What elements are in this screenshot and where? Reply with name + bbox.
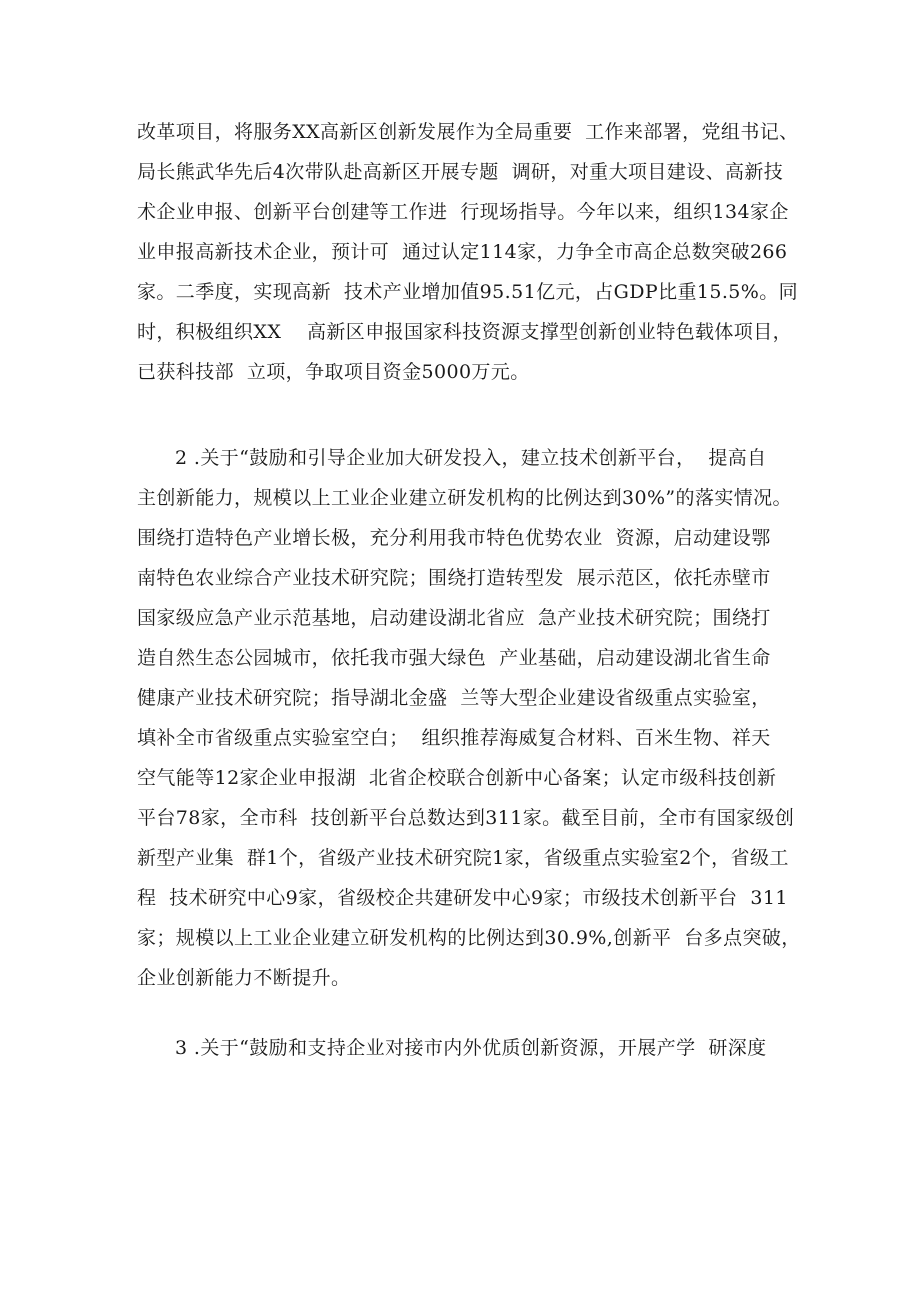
text-line: 局长熊武华先后4次带队赴高新区开展专题 调研，对重大项目建设、高新技 (137, 161, 784, 183)
text-line: 家。二季度，实现高新 技术产业增加值95.51亿元，占GDP比重15.5%。同 (137, 281, 799, 303)
text-line: 2 .关于“鼓励和引导企业加大研发投入，建立技术创新平台， 提高自 (175, 447, 767, 469)
text-line: 业申报高新技术企业，预计可 通过认定114家，力争全市高企总数突破266 (137, 241, 788, 263)
text-line: 围绕打造特色产业增长极，充分利用我市特色优势农业 资源，启动建设鄂 (137, 527, 771, 549)
text-line: 健康产业技术研究院；指导湖北金盛 兰等大型企业建设省级重点实验室， (137, 687, 771, 709)
text-line: 改革项目，将服务XX高新区创新发展作为全局重要 工作来部署，党组书记、 (137, 121, 799, 143)
text-line: 时，积极组织XX 高新区申报国家科技资源支撑型创新创业特色载体项目， (137, 321, 793, 343)
text-line: 已获科技部 立项，争取项目资金5000万元。 (137, 361, 530, 383)
text-line: 家；规模以上工业企业建立研发机构的比例达到30.9%,创新平 台多点突破， (137, 927, 801, 949)
text-line: 造自然生态公园城市，依托我市强大绿色 产业基础，启动建设湖北省生命 (137, 647, 771, 669)
text-line: 南特色农业综合产业技术研究院；围绕打造转型发 展示范区，依托赤壁市 (137, 567, 771, 589)
text-line: 3 .关于“鼓励和支持企业对接市内外优质创新资源，开展产学 研深度 (175, 1037, 767, 1059)
text-line: 平台78家，全市科 技创新平台总数达到311家。截至目前，全市有国家级创 (137, 807, 795, 829)
text-line: 国家级应急产业示范基地，启动建设湖北省应 急产业技术研究院；围绕打 (137, 607, 771, 629)
text-line: 程 技术研究中心9家，省级校企共建研发中心9家；市级技术创新平台 311 (137, 887, 788, 909)
text-line: 填补全市省级重点实验室空白； 组织推荐海威复合材料、百米生物、祥天 (137, 727, 771, 749)
text-line: 术企业申报、创新平台创建等工作进 行现场指导。今年以来，组织134家企 (137, 201, 789, 223)
text-line: 主创新能力，规模以上工业企业建立研发机构的比例达到30%”的落实情况。 (137, 487, 792, 509)
text-line: 新型产业集 群1个，省级产业技术研究院1家，省级重点实验室2个，省级工 (137, 847, 789, 869)
text-line: 空气能等12家企业申报湖 北省企校联合创新中心备案；认定市级科技创新 (137, 767, 777, 789)
text-line: 企业创新能力不断提升。 (137, 967, 351, 989)
